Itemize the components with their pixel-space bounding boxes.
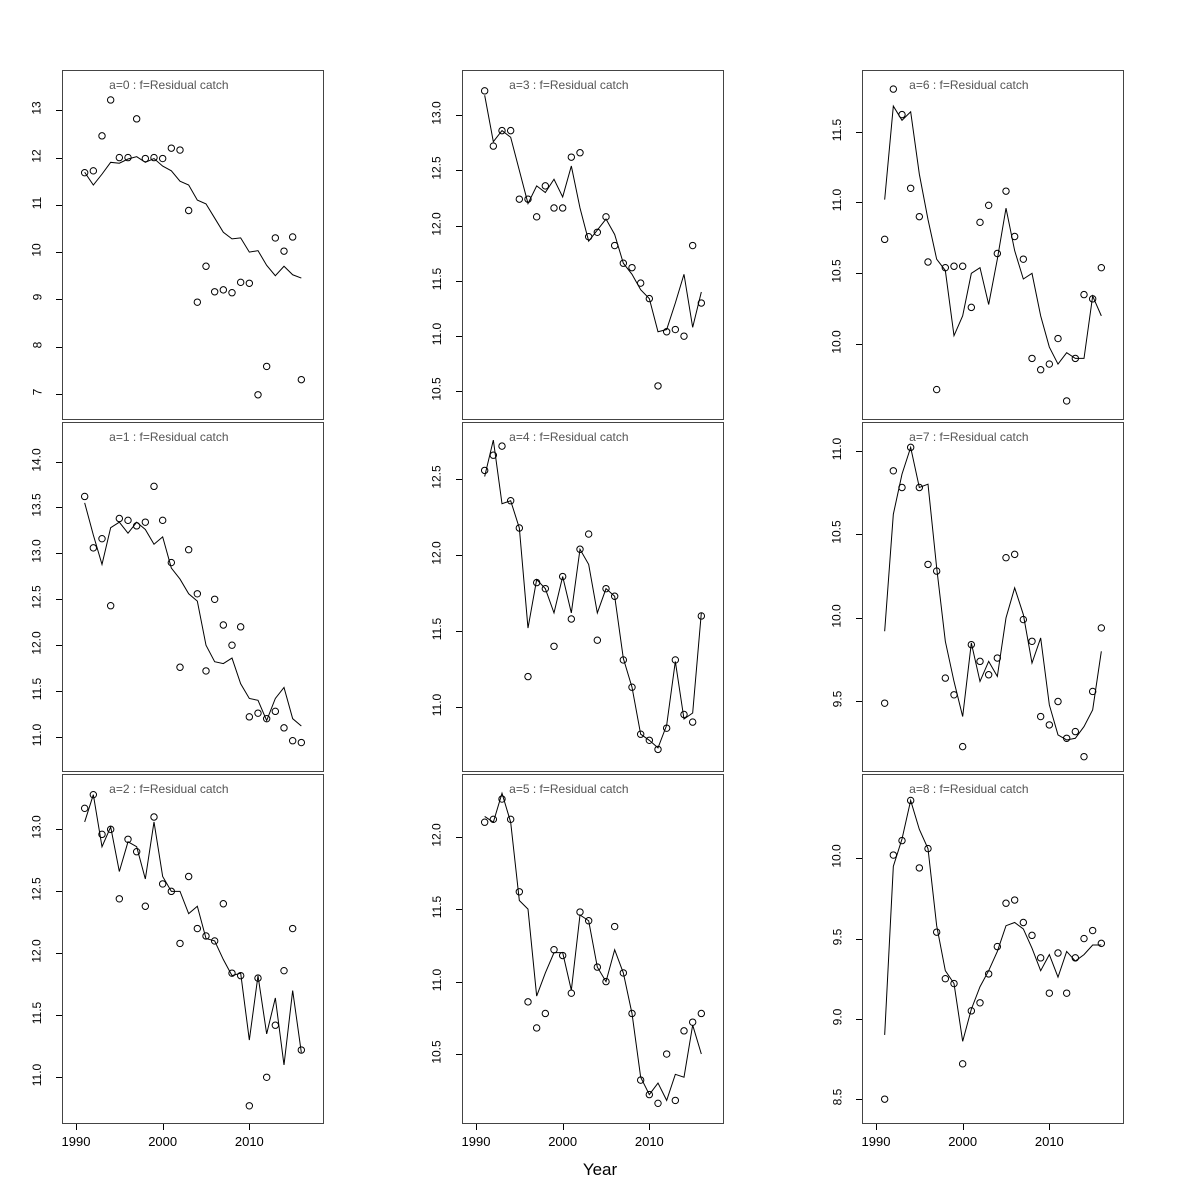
y-tick-label: 8 — [30, 341, 44, 348]
y-tick-label: 13.0 — [429, 101, 444, 125]
panel-title: a=1 : f=Residual catch — [109, 430, 229, 444]
data-point — [890, 852, 896, 858]
data-point — [942, 976, 948, 982]
y-tick-label: 10.5 — [429, 377, 444, 402]
y-tick-label: 11.0 — [430, 968, 444, 991]
panel-title: a=4 : f=Residual catch — [509, 430, 629, 444]
y-tick-label: 10.5 — [829, 520, 844, 544]
data-point — [1003, 900, 1009, 906]
panel-title: a=5 : f=Residual catch — [509, 782, 629, 796]
x-tick-label: 2000 — [548, 1134, 578, 1149]
y-tick-label: 12.0 — [429, 211, 444, 236]
y-tick-label: 13.0 — [29, 815, 44, 840]
y-tick-label: 11 — [30, 196, 44, 210]
y-tick-label: 11.5 — [430, 617, 444, 641]
x-tick-label: 1990 — [61, 1134, 91, 1149]
y-tick-label: 13 — [29, 101, 44, 116]
y-tick-label: 9.5 — [830, 928, 844, 945]
fitted-line — [885, 800, 1102, 1041]
data-point — [994, 943, 1000, 949]
y-tick-label: 12.5 — [29, 877, 44, 902]
y-tick-label: 11.0 — [830, 189, 844, 212]
y-tick-label: 12.0 — [29, 631, 44, 655]
y-tick-label: 10.0 — [829, 330, 844, 354]
data-point — [977, 1000, 983, 1006]
data-point — [933, 929, 939, 935]
data-point — [1029, 932, 1035, 938]
x-tick-label: 1990 — [461, 1134, 491, 1149]
panel-title: a=7 : f=Residual catch — [909, 430, 1029, 444]
data-point — [1098, 940, 1104, 946]
y-tick-label: 9.5 — [830, 691, 844, 708]
y-tick-label: 12.5 — [29, 585, 44, 609]
x-tick-label: 1990 — [861, 1134, 891, 1149]
y-tick-label: 10.0 — [829, 844, 844, 868]
x-tick-label: 2000 — [948, 1134, 978, 1149]
panel-title: a=3 : f=Residual catch — [509, 78, 629, 92]
y-tick-label: 11.5 — [430, 895, 444, 919]
y-tick-label: 12.0 — [429, 541, 444, 565]
data-point — [1011, 897, 1017, 903]
y-tick-label: 9 — [30, 293, 44, 301]
y-tick-label: 14.0 — [29, 447, 44, 472]
panel-title: a=0 : f=Residual catch — [109, 78, 229, 92]
y-tick-label: 9.0 — [830, 1008, 844, 1026]
data-point — [1020, 919, 1026, 925]
data-point — [881, 1096, 887, 1102]
y-tick-label: 13.0 — [29, 539, 44, 564]
y-tick-label: 11.5 — [30, 677, 44, 701]
y-tick-label: 10.5 — [829, 259, 844, 284]
x-tick-label: 2000 — [148, 1134, 178, 1149]
data-point — [1055, 950, 1061, 956]
figure-x-axis-label: Year — [582, 1160, 618, 1179]
y-tick-label: 10.5 — [429, 1040, 444, 1064]
data-point — [916, 865, 922, 871]
y-tick-label: 12.5 — [429, 156, 444, 181]
y-tick-label: 12.0 — [429, 823, 444, 847]
y-tick-label: 11.0 — [430, 322, 444, 346]
y-tick-label: 11.0 — [430, 693, 444, 717]
x-tick-label: 2010 — [634, 1134, 664, 1149]
y-tick-label: 8.5 — [830, 1088, 844, 1106]
y-tick-label: 7 — [30, 388, 44, 396]
y-tick-label: 12.5 — [429, 465, 444, 490]
y-tick-label: 12.0 — [29, 939, 44, 964]
y-tick-label: 11.5 — [830, 118, 844, 141]
y-tick-label: 11.5 — [430, 267, 444, 291]
data-point — [1046, 990, 1052, 996]
data-point — [1081, 935, 1087, 941]
x-tick-label: 2010 — [234, 1134, 264, 1149]
panel-title: a=8 : f=Residual catch — [909, 782, 1029, 796]
y-tick-label: 11.5 — [30, 1002, 44, 1025]
y-tick-label: 12 — [29, 148, 44, 163]
y-tick-label: 10.0 — [829, 604, 844, 628]
y-tick-label: 11.0 — [30, 723, 44, 747]
panel-title: a=2 : f=Residual catch — [109, 782, 229, 796]
data-point — [959, 1061, 965, 1067]
data-point — [1037, 955, 1043, 961]
panel-title: a=6 : f=Residual catch — [909, 78, 1029, 92]
y-tick-label: 11.0 — [830, 437, 844, 460]
y-tick-label: 11.0 — [30, 1064, 44, 1087]
y-tick-label: 13.5 — [29, 493, 44, 518]
x-tick-label: 2010 — [1034, 1134, 1064, 1149]
y-tick-label: 10 — [29, 243, 44, 257]
data-point — [1063, 990, 1069, 996]
data-point — [1089, 927, 1095, 933]
